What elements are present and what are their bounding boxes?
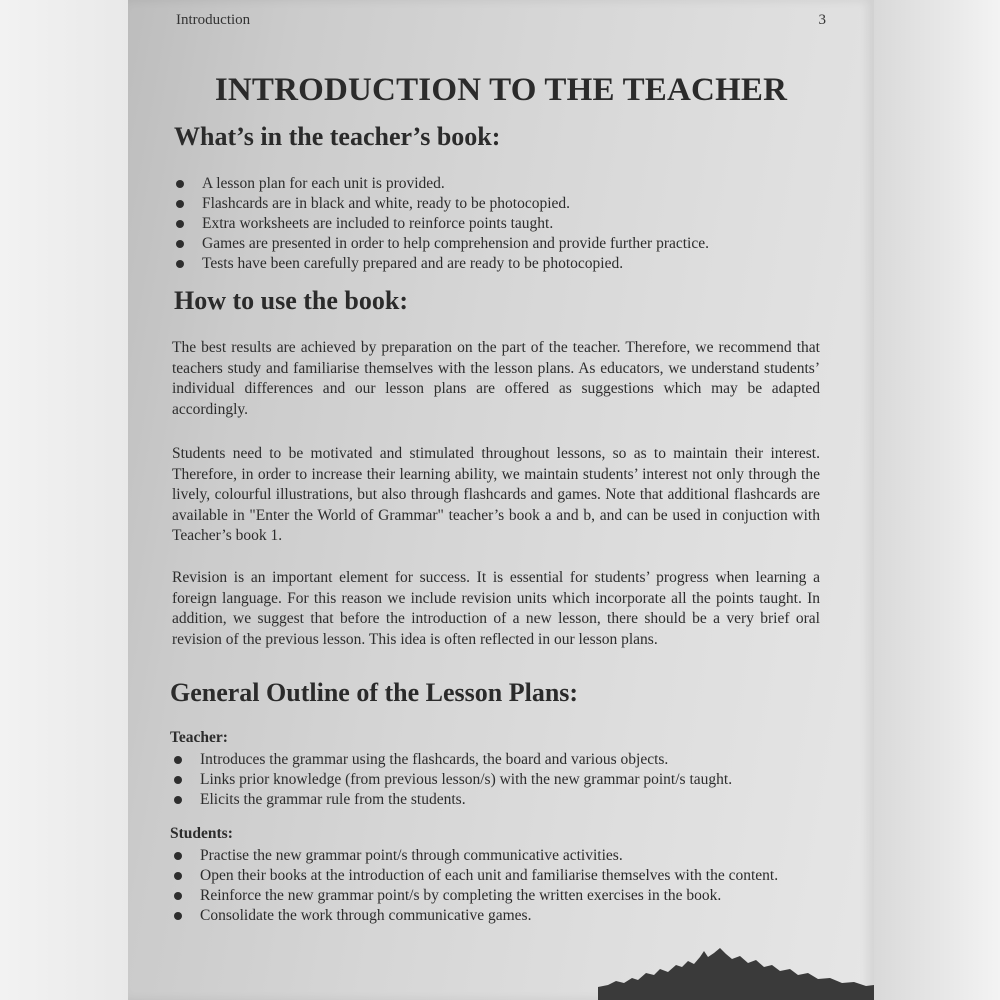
list-item: Reinforce the new grammar point/s by completing the written exercises in the book. (170, 886, 830, 906)
teacher-label: Teacher: (170, 729, 228, 746)
bullet-icon (174, 756, 182, 764)
list-item: Elicits the grammar rule from the students. (170, 790, 830, 810)
page-number: 3 (818, 12, 826, 28)
paragraph-preparation: The best results are achieved by preparation on the part of the teacher. Therefore, we recommend that teachers study and familiarise themselves with the lesson plans. As educators, we understand students’ individual differences and our lesson plans are offered as suggestions which may be adapted accordingly. (172, 339, 820, 418)
paragraph-revision: Revision is an important element for success. It is essential for students’ progress when learning a foreign language. For this reason we include revision units which incorporate all the points taught. In addition, we suggest that before the introduction of a new lesson, there should be a very brief oral revision of the previous lesson. This idea is often reflected in our lesson plans. (172, 569, 820, 648)
list-item: A lesson plan for each unit is provided. (172, 174, 832, 194)
list-item: Consolidate the work through communicative games. (170, 906, 830, 926)
bullet-icon (176, 200, 184, 208)
students-label: Students: (170, 825, 233, 842)
bullet-icon (174, 796, 182, 804)
list-item: Links prior knowledge (from previous lesson/s) with the new grammar point/s taught. (170, 770, 830, 790)
castle-skyline-illustration (598, 945, 874, 1000)
bullet-icon (174, 872, 182, 880)
page-title: INTRODUCTION TO THE TEACHER (214, 72, 788, 108)
bullet-icon (176, 220, 184, 228)
list-item: Flashcards are in black and white, ready to be photocopied. (172, 194, 832, 214)
bullet-icon (176, 260, 184, 268)
bullet-icon (174, 852, 182, 860)
students-list (170, 846, 830, 926)
background-right (874, 0, 1000, 1000)
heading-how-to-use: How to use the book: (174, 286, 409, 315)
whats-in-list (172, 174, 832, 274)
bullet-icon (176, 180, 184, 188)
list-item: Tests have been carefully prepared and are ready to be photocopied. (172, 254, 832, 274)
teacher-list (170, 750, 830, 810)
list-item: Practise the new grammar point/s through communicative activities. (170, 846, 830, 866)
heading-general-outline: General Outline of the Lesson Plans: (170, 678, 579, 707)
heading-whats-in-book: What’s in the teacher’s book: (174, 122, 501, 151)
list-item: Extra worksheets are included to reinforce points taught. (172, 214, 832, 234)
running-header: Introduction (176, 12, 251, 28)
bullet-icon (174, 912, 182, 920)
background-left (0, 0, 128, 1000)
paragraph-motivation: Students need to be motivated and stimulated throughout lessons, so as to maintain their interest. Therefore, in order to increase their learning ability, we maintain students’ interest not only through the lively, colourful illustrations, but also through flashcards and games. Note that additional flashcards are available in "Enter the World of Grammar" teacher’s book a and b, and can be used in conjuction with Teacher’s book 1. (172, 445, 820, 545)
book-page (128, 0, 874, 1000)
list-item: Introduces the grammar using the flashcards, the board and various objects. (170, 750, 830, 770)
list-item: Games are presented in order to help comprehension and provide further practice. (172, 234, 832, 254)
list-item: Open their books at the introduction of each unit and familiarise themselves with the content. (170, 866, 830, 886)
bullet-icon (176, 240, 184, 248)
bullet-icon (174, 776, 182, 784)
bullet-icon (174, 892, 182, 900)
